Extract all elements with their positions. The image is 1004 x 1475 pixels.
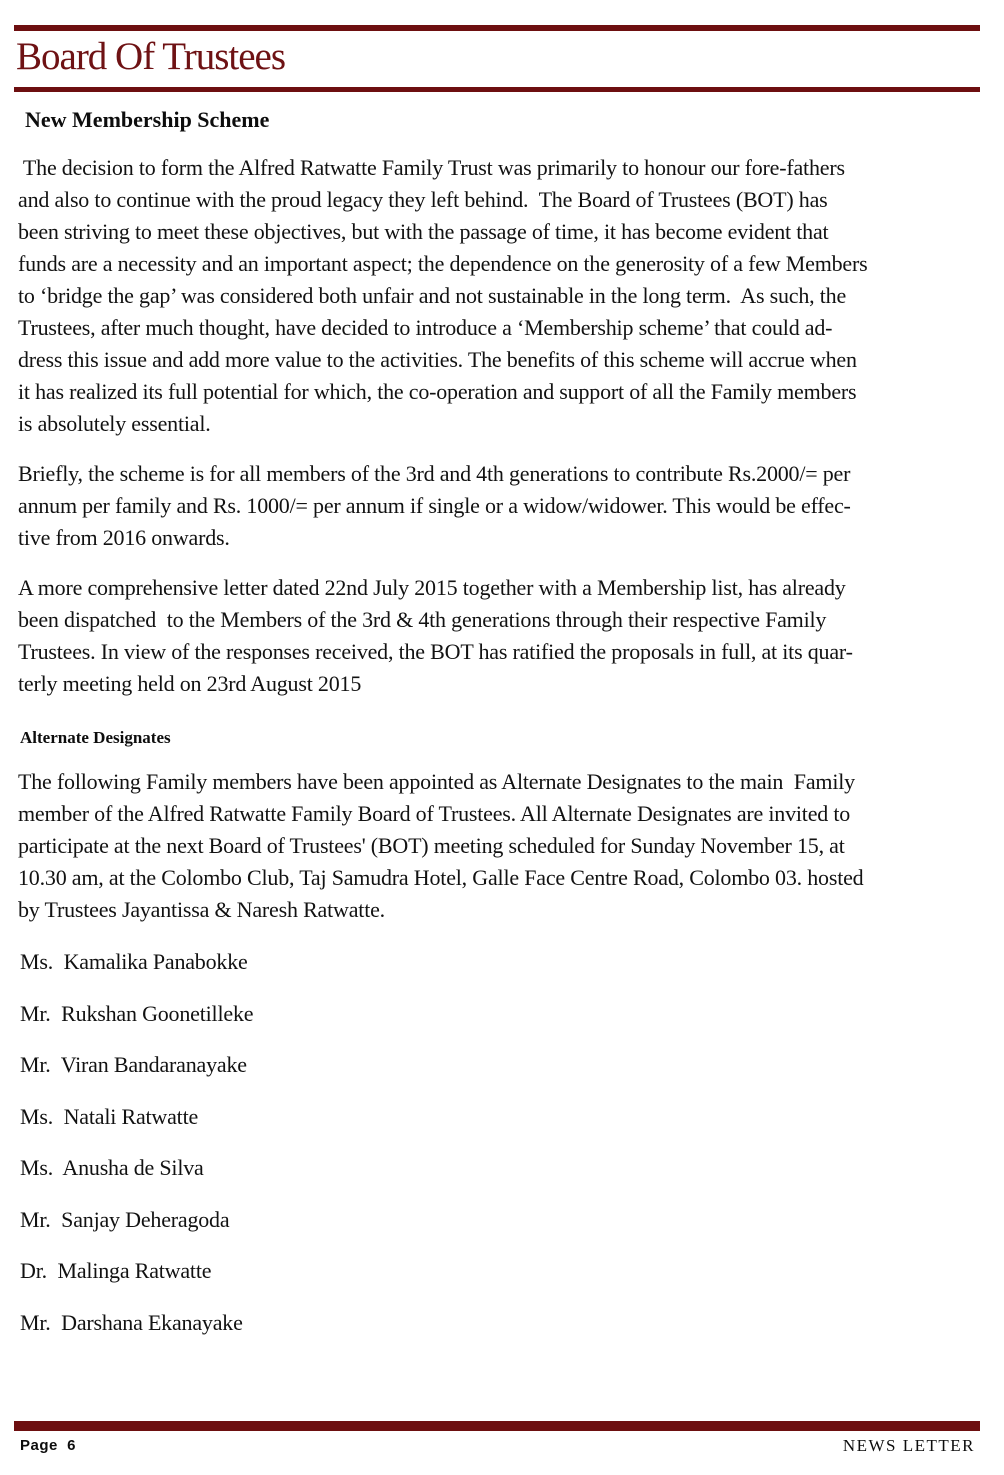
text-line: annum per family and Rs. 1000/= per annum if single or a widow/widower. This would be effec- (18, 493, 851, 518)
list-item: Ms. Natali Ratwatte (20, 1103, 199, 1129)
membership-paragraph-3 (18, 572, 853, 700)
alternate-designates-paragraph (18, 766, 863, 926)
text-line: Trustees, after much thought, have decided to introduce a ‘Membership scheme’ that could ad- (18, 315, 833, 340)
text-line: tive from 2016 onwards. (18, 525, 230, 550)
text-line: The decision to form the Alfred Ratwatte Family Trust was primarily to honour our fore-fathers (18, 155, 845, 180)
alternate-designates-list (20, 946, 253, 1358)
text-line: and also to continue with the proud legacy they left behind. The Board of Trustees (BOT) has (18, 187, 828, 212)
alternate-designates-heading: Alternate Designates (20, 728, 171, 747)
text-line: been dispatched to the Members of the 3rd & 4th generations through their respective Family (18, 607, 827, 632)
newsletter-label: NEWS LETTER (842, 1436, 975, 1455)
text-line: to ‘bridge the gap’ was considered both unfair and not sustainable in the long term. As such, the (18, 283, 847, 308)
text-line: funds are a necessity and an important aspect; the dependence on the generosity of a few Members (18, 251, 868, 276)
title-underline-rule (14, 87, 980, 92)
text-line: terly meeting held on 23rd August 2015 (18, 671, 362, 696)
footer-rule (14, 1421, 980, 1431)
list-item: Ms. Kamalika Panabokke (20, 949, 248, 974)
membership-scheme-heading: New Membership Scheme (25, 107, 270, 132)
list-item: Mr. Rukshan Goonetilleke (20, 1000, 254, 1026)
page-number: Page 6 (20, 1437, 77, 1454)
text-line: it has realized its full potential for which, the co-operation and support of all the Family members (18, 379, 857, 404)
membership-paragraph-1 (18, 152, 867, 440)
text-line: A more comprehensive letter dated 22nd July 2015 together with a Membership list, has already (18, 575, 846, 600)
text-line: Briefly, the scheme is for all members of the 3rd and 4th generations to contribute Rs.2000/= per (18, 461, 851, 486)
text-line: participate at the next Board of Trustees' (BOT) meeting scheduled for Sunday November 15, at (18, 833, 845, 858)
text-line: been striving to meet these objectives, but with the passage of time, it has become evident that (18, 219, 829, 244)
text-line: Trustees. In view of the responses received, the BOT has ratified the proposals in full, at its quar- (18, 639, 853, 664)
list-item: Mr. Sanjay Deheragoda (20, 1206, 230, 1232)
list-item: Mr. Viran Bandaranayake (20, 1052, 247, 1077)
text-line: by Trustees Jayantissa & Naresh Ratwatte. (18, 897, 385, 922)
list-item: Ms. Anusha de Silva (20, 1155, 204, 1180)
text-line: The following Family members have been appointed as Alternate Designates to the main Family (18, 769, 855, 794)
text-line: member of the Alfred Ratwatte Family Board of Trustees. All Alternate Designates are invited to (18, 801, 851, 826)
text-line: 10.30 am, at the Colombo Club, Taj Samudra Hotel, Galle Face Centre Road, Colombo 03. hosted (18, 865, 864, 890)
text-line: dress this issue and add more value to the activities. The benefits of this scheme will accrue when (18, 347, 857, 372)
text-line: is absolutely essential. (18, 411, 211, 436)
membership-paragraph-2 (18, 458, 851, 554)
page-title: Board Of Trustees (16, 35, 286, 78)
top-rule (14, 25, 980, 31)
list-item: Mr. Darshana Ekanayake (20, 1309, 243, 1335)
list-item: Dr. Malinga Ratwatte (20, 1258, 212, 1283)
